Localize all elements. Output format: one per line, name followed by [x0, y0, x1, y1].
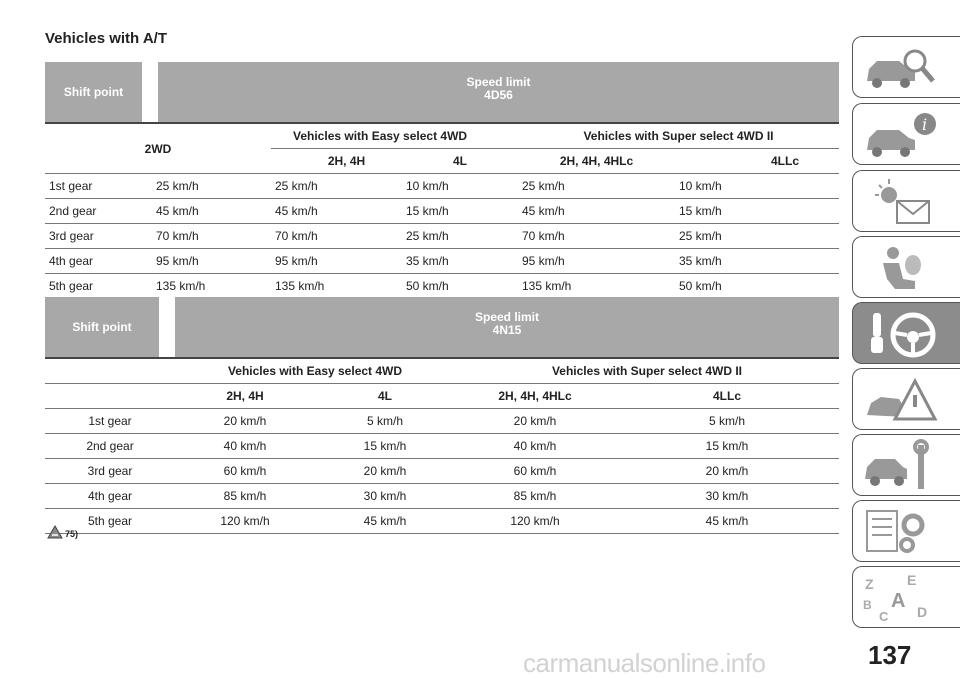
- gear-cell: 3rd gear: [45, 224, 142, 249]
- mode-header: 4L: [315, 384, 455, 409]
- speed-cell: 120 km/h: [175, 509, 315, 534]
- mode-header: 4L: [402, 149, 518, 174]
- speed-cell: 25 km/h: [518, 174, 675, 199]
- header-separator: [142, 62, 158, 123]
- mode-header-row: [45, 384, 839, 409]
- speed-cell: 10 km/h: [402, 174, 518, 199]
- speed-cell: 60 km/h: [455, 459, 615, 484]
- group-header-row: [45, 123, 839, 149]
- speed-cell: 40 km/h: [455, 434, 615, 459]
- speed-cell: 30 km/h: [315, 484, 455, 509]
- speed-limit-header: [158, 62, 839, 123]
- specs-gears-icon: [859, 505, 939, 559]
- empty-cell: [45, 384, 175, 409]
- svg-text:C: C: [879, 609, 889, 624]
- gear-cell: 4th gear: [45, 249, 142, 274]
- table-row: [45, 199, 839, 224]
- speed-cell: 135 km/h: [518, 274, 675, 299]
- side-tab-maintenance[interactable]: [852, 434, 960, 496]
- page-number: 137: [868, 640, 912, 670]
- gear-cell: 5th gear: [45, 509, 175, 534]
- note-ref-number: 75): [65, 529, 79, 539]
- side-tab-index[interactable]: [852, 566, 960, 628]
- table-row: [45, 249, 839, 274]
- table-header-row: [45, 297, 839, 358]
- gear-cell: 2nd gear: [45, 434, 175, 459]
- speed-cell: 20 km/h: [615, 459, 839, 484]
- speed-cell: 60 km/h: [175, 459, 315, 484]
- table-row: [45, 224, 839, 249]
- header-separator: [159, 297, 175, 358]
- speed-cell: 20 km/h: [455, 409, 615, 434]
- speed-cell: 120 km/h: [455, 509, 615, 534]
- speed-cell: 40 km/h: [175, 434, 315, 459]
- speed-cell: 95 km/h: [518, 249, 675, 274]
- svg-text:B: B: [863, 598, 872, 612]
- speed-cell: 15 km/h: [315, 434, 455, 459]
- speed-cell: 5 km/h: [315, 409, 455, 434]
- speed-cell: 70 km/h: [142, 224, 271, 249]
- table-row: [45, 274, 839, 299]
- shift-table-4d56: [45, 62, 839, 299]
- speed-cell: 25 km/h: [402, 224, 518, 249]
- table-row: [45, 174, 839, 199]
- speed-cell: 20 km/h: [315, 459, 455, 484]
- table-row: [45, 409, 839, 434]
- easy-select-header: Vehicles with Easy select 4WD: [175, 358, 455, 384]
- speed-cell: 70 km/h: [518, 224, 675, 249]
- speed-cell: 50 km/h: [402, 274, 518, 299]
- empty-cell: [45, 358, 175, 384]
- shift-point-header: Shift point: [45, 62, 142, 123]
- speed-cell: 45 km/h: [142, 199, 271, 224]
- key-steering-wheel-icon: [859, 307, 939, 361]
- mode-header: 4LLc: [675, 149, 839, 174]
- warning-note-ref[interactable]: [47, 525, 78, 539]
- speed-cell: 135 km/h: [142, 274, 271, 299]
- side-tab-safety[interactable]: [852, 236, 960, 298]
- speed-cell: 70 km/h: [271, 224, 402, 249]
- gear-cell: 2nd gear: [45, 199, 142, 224]
- car-magnifier-icon: [859, 41, 939, 95]
- speed-cell: 25 km/h: [142, 174, 271, 199]
- svg-text:A: A: [891, 590, 906, 612]
- svg-text:i: i: [922, 115, 928, 134]
- speed-cell: 45 km/h: [315, 509, 455, 534]
- seat-airbag-icon: [859, 241, 939, 295]
- speed-cell: 25 km/h: [271, 174, 402, 199]
- engine-code: 4D56: [484, 88, 513, 102]
- speed-cell: 15 km/h: [402, 199, 518, 224]
- table-header-row: [45, 62, 839, 123]
- shift-point-header: Shift point: [45, 297, 159, 358]
- super-select-header: Vehicles with Super select 4WD II: [455, 358, 839, 384]
- super-select-header: Vehicles with Super select 4WD II: [518, 123, 839, 149]
- mode-header: 2H, 4H: [175, 384, 315, 409]
- car-crash-warning-icon: [859, 373, 939, 427]
- gear-cell: 3rd gear: [45, 459, 175, 484]
- side-tab-emergency[interactable]: [852, 368, 960, 430]
- speed-limit-label: Speed limit: [474, 310, 539, 324]
- mode-header: 2H, 4H: [271, 149, 402, 174]
- svg-text:E: E: [907, 572, 917, 588]
- car-info-icon: [859, 108, 939, 162]
- speed-cell: 95 km/h: [142, 249, 271, 274]
- speed-cell: 35 km/h: [675, 249, 839, 274]
- side-tab-car-magnifier[interactable]: [852, 36, 960, 98]
- side-tab-technical-data[interactable]: [852, 500, 960, 562]
- speed-cell: 35 km/h: [402, 249, 518, 274]
- speed-cell: 85 km/h: [455, 484, 615, 509]
- warning-triangle-icon: [47, 525, 63, 539]
- speed-limit-label: Speed limit: [466, 75, 531, 89]
- easy-select-header: Vehicles with Easy select 4WD: [271, 123, 518, 149]
- speed-cell: 20 km/h: [175, 409, 315, 434]
- gear-cell: 1st gear: [45, 409, 175, 434]
- car-wrench-icon: [859, 439, 939, 493]
- gear-cell: 5th gear: [45, 274, 142, 299]
- speed-cell: 15 km/h: [675, 199, 839, 224]
- mode-header: 4LLc: [615, 384, 839, 409]
- mode-header: 2H, 4H, 4HLc: [518, 149, 675, 174]
- table-row: [45, 459, 839, 484]
- watermark: carmanualsonline.info: [523, 648, 766, 678]
- svg-text:Z: Z: [865, 576, 874, 592]
- speed-cell: 45 km/h: [271, 199, 402, 224]
- speed-cell: 85 km/h: [175, 484, 315, 509]
- side-tab-warning-lights[interactable]: [852, 170, 960, 232]
- table-row: [45, 434, 839, 459]
- section-title: Vehicles with A/T: [45, 30, 167, 47]
- side-tab-starting-driving[interactable]: [852, 302, 960, 364]
- speed-cell: 15 km/h: [615, 434, 839, 459]
- speed-cell: 30 km/h: [615, 484, 839, 509]
- engine-code: 4N15: [492, 323, 522, 337]
- speed-cell: 45 km/h: [615, 509, 839, 534]
- mode-header: 2H, 4H, 4HLc: [455, 384, 615, 409]
- warning-light-envelope-icon: [859, 175, 939, 229]
- speed-cell: 5 km/h: [615, 409, 839, 434]
- gear-cell: 4th gear: [45, 484, 175, 509]
- table-row: [45, 484, 839, 509]
- shift-table-4n15: [45, 297, 839, 534]
- svg-text:D: D: [917, 604, 928, 620]
- col-2wd-header: 2WD: [45, 123, 271, 174]
- speed-cell: 45 km/h: [518, 199, 675, 224]
- gear-cell: 1st gear: [45, 174, 142, 199]
- speed-cell: 50 km/h: [675, 274, 839, 299]
- alphabet-index-icon: [859, 571, 939, 625]
- speed-cell: 135 km/h: [271, 274, 402, 299]
- speed-limit-header: [175, 297, 839, 358]
- speed-cell: 95 km/h: [271, 249, 402, 274]
- table-row: [45, 509, 839, 534]
- group-header-row: [45, 358, 839, 384]
- speed-cell: 10 km/h: [675, 174, 839, 199]
- side-tab-car-info[interactable]: [852, 103, 960, 165]
- speed-cell: 25 km/h: [675, 224, 839, 249]
